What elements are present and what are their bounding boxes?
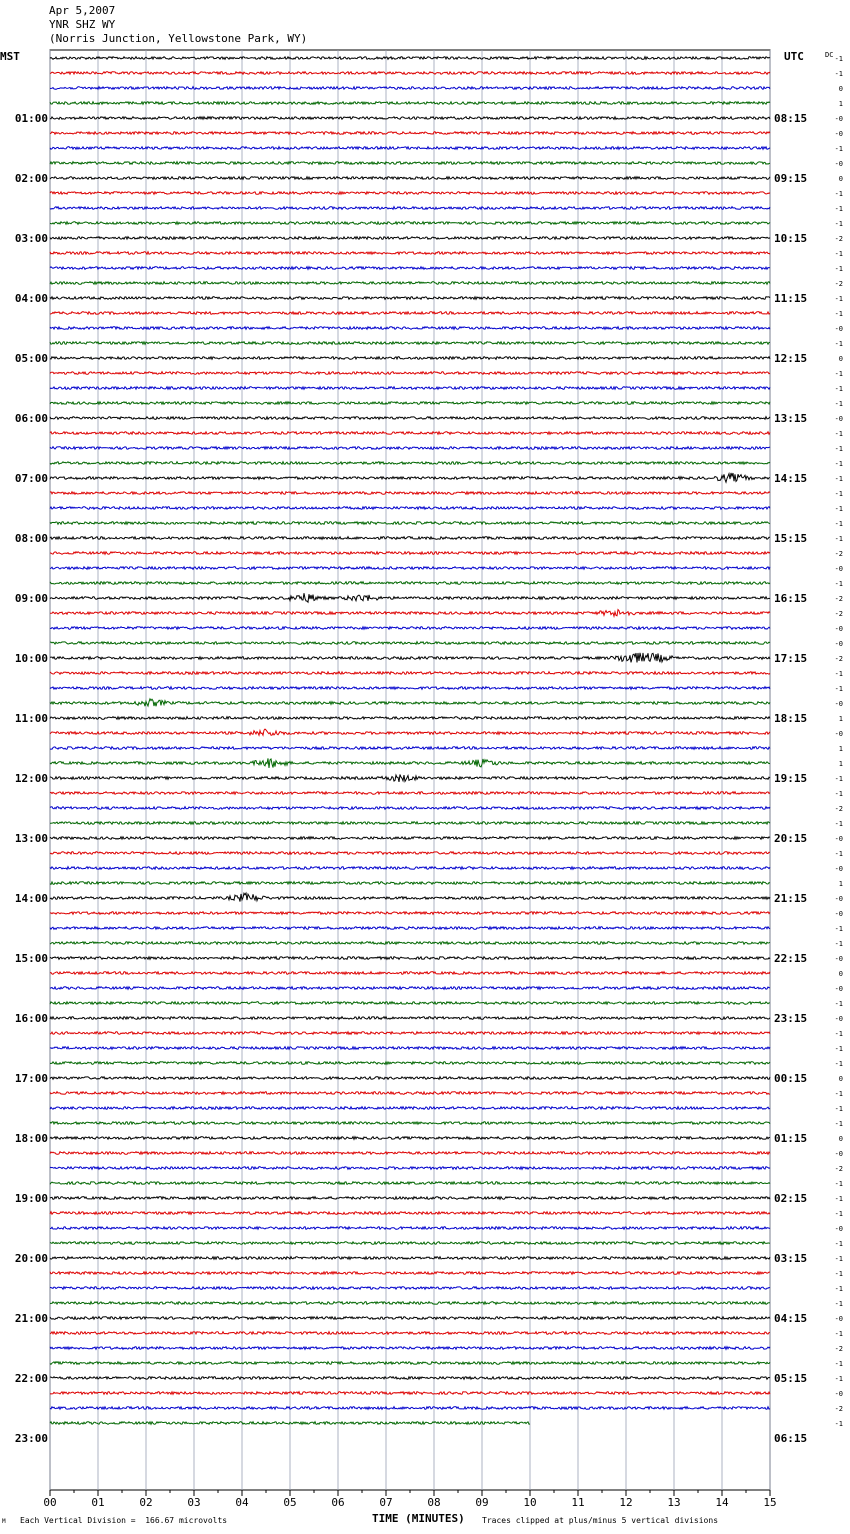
- dc-offset-label: 0: [838, 1075, 843, 1083]
- left-timezone-label: MST: [0, 50, 20, 63]
- x-tick-label: 11: [571, 1496, 585, 1509]
- dc-offset-label: -1: [834, 295, 843, 303]
- seismogram-trace: [50, 1107, 770, 1110]
- dc-offset-label: -1: [834, 475, 843, 483]
- dc-offset-label: -1: [834, 1360, 843, 1368]
- utc-hour-label: 08:15: [774, 112, 808, 125]
- seismogram-trace: [50, 1377, 770, 1380]
- dc-offset-label: 1: [838, 760, 843, 768]
- utc-hour-label: 21:15: [774, 892, 808, 905]
- dc-offset-label: -2: [834, 595, 843, 603]
- seismogram-trace: [50, 1032, 770, 1035]
- mst-hour-label: 22:00: [14, 1372, 48, 1385]
- seismogram-trace: [50, 1287, 770, 1290]
- seismogram-trace: [50, 1257, 770, 1260]
- seismogram-trace: [50, 972, 770, 975]
- mst-hour-label: 01:00: [14, 112, 48, 125]
- dc-offset-label: -1: [834, 1420, 843, 1428]
- location-label: (Norris Junction, Yellowstone Park, WY): [49, 32, 308, 45]
- seismogram-trace: [50, 642, 770, 645]
- seismogram-trace: [50, 567, 770, 570]
- seismogram-trace: [50, 627, 770, 630]
- right-timezone-label: UTC: [784, 50, 804, 63]
- mst-hour-label: 14:00: [14, 892, 48, 905]
- seismogram-trace: [50, 1167, 770, 1170]
- dc-offset-label: -1: [834, 460, 843, 468]
- dc-offset-label: -0: [834, 1150, 843, 1158]
- dc-offset-label: 0: [838, 175, 843, 183]
- dc-offset-label: -0: [834, 865, 843, 873]
- utc-hour-label: 22:15: [774, 952, 808, 965]
- mst-hour-label: 13:00: [14, 832, 48, 845]
- seismogram-trace: [50, 207, 770, 210]
- seismogram-trace: [50, 893, 770, 902]
- dc-offset-label: -0: [834, 625, 843, 633]
- dc-offset-label: -1: [834, 520, 843, 528]
- dc-offset-label: -2: [834, 1165, 843, 1173]
- seismogram-trace: [50, 552, 770, 555]
- utc-hour-label: 20:15: [774, 832, 808, 845]
- mst-hour-label: 20:00: [14, 1252, 48, 1265]
- dc-offset-label: -1: [834, 1060, 843, 1068]
- mst-hour-label: 16:00: [14, 1012, 48, 1025]
- dc-offset-label: -1: [834, 490, 843, 498]
- seismogram-trace: [50, 267, 770, 270]
- seismogram-trace: [50, 882, 770, 885]
- dc-offset-label: -0: [834, 955, 843, 963]
- x-tick-label: 10: [523, 1496, 537, 1509]
- dc-offset-label: -0: [834, 985, 843, 993]
- dc-offset-label: -1: [834, 1330, 843, 1338]
- dc-label: DC: [825, 51, 834, 59]
- footer-left-mark: M: [2, 1518, 6, 1525]
- dc-offset-label: -1: [834, 1180, 843, 1188]
- seismogram-trace: [50, 473, 770, 482]
- utc-hour-label: 03:15: [774, 1252, 808, 1265]
- date-label: Apr 5,2007: [49, 4, 116, 17]
- utc-hour-label: 05:15: [774, 1372, 808, 1385]
- seismogram-trace: [50, 957, 770, 960]
- dc-offset-label: -1: [834, 670, 843, 678]
- seismogram-trace: [50, 462, 770, 465]
- seismogram-trace: [50, 653, 770, 663]
- seismogram-trace: [50, 537, 770, 540]
- x-tick-label: 00: [43, 1496, 57, 1509]
- dc-offset-label: -1: [834, 775, 843, 783]
- seismogram-trace: [50, 282, 770, 285]
- seismogram-trace: [50, 1182, 770, 1185]
- seismogram-trace: [50, 593, 770, 602]
- seismogram-trace: [50, 1062, 770, 1065]
- dc-offset-label: 0: [838, 970, 843, 978]
- dc-offset-label: -0: [834, 1315, 843, 1323]
- dc-offset-label: -2: [834, 1405, 843, 1413]
- dc-offset-label: -1: [834, 1240, 843, 1248]
- seismogram-trace: [50, 297, 770, 300]
- seismogram-trace: [50, 837, 770, 840]
- seismogram-trace: [50, 327, 770, 330]
- seismogram-trace: [50, 729, 770, 735]
- dc-offset-label: -1: [834, 205, 843, 213]
- label-layer: [15, 55, 843, 1509]
- utc-hour-label: 23:15: [774, 1012, 808, 1025]
- utc-hour-label: 02:15: [774, 1192, 808, 1205]
- seismogram-trace: [50, 447, 770, 450]
- seismogram-trace: [50, 312, 770, 315]
- mst-hour-label: 09:00: [14, 592, 48, 605]
- seismogram-trace: [50, 1002, 770, 1005]
- seismogram-trace: [50, 1047, 770, 1050]
- seismogram-trace: [50, 507, 770, 510]
- dc-offset-label: -1: [834, 385, 843, 393]
- dc-offset-label: -0: [834, 160, 843, 168]
- dc-offset-label: -0: [834, 130, 843, 138]
- dc-offset-label: -0: [834, 1225, 843, 1233]
- seismogram-trace: [50, 1212, 770, 1215]
- dc-offset-label: -1: [834, 55, 843, 63]
- mst-hour-label: 05:00: [14, 352, 48, 365]
- seismogram-trace: [50, 610, 770, 617]
- mst-hour-label: 15:00: [14, 952, 48, 965]
- seismogram-trace: [50, 687, 770, 690]
- dc-offset-label: -1: [834, 790, 843, 798]
- utc-hour-label: 12:15: [774, 352, 808, 365]
- seismogram-trace: [50, 1077, 770, 1080]
- seismogram-trace: [50, 372, 770, 375]
- dc-offset-label: -1: [834, 220, 843, 228]
- x-tick-label: 12: [619, 1496, 633, 1509]
- seismogram-trace: [50, 1242, 770, 1245]
- dc-offset-label: -1: [834, 310, 843, 318]
- seismogram-trace: [50, 102, 770, 105]
- dc-offset-label: -0: [834, 730, 843, 738]
- x-tick-label: 03: [187, 1496, 201, 1509]
- seismogram-trace: [50, 942, 770, 945]
- seismogram-trace: [50, 699, 770, 707]
- x-tick-label: 14: [715, 1496, 729, 1509]
- dc-offset-label: -1: [834, 580, 843, 588]
- x-tick-label: 07: [379, 1496, 393, 1509]
- dc-offset-label: -2: [834, 805, 843, 813]
- seismogram-trace: [50, 417, 770, 420]
- seismogram-trace: [50, 1317, 770, 1320]
- seismogram-trace: [50, 807, 770, 810]
- dc-offset-label: -1: [834, 1045, 843, 1053]
- dc-offset-label: 0: [838, 1135, 843, 1143]
- dc-offset-label: -1: [834, 340, 843, 348]
- dc-offset-label: -1: [834, 1375, 843, 1383]
- trace-layer: [50, 57, 770, 1425]
- dc-offset-label: -1: [834, 925, 843, 933]
- seismogram-trace: [50, 717, 770, 720]
- dc-offset-label: -1: [834, 370, 843, 378]
- seismogram-trace: [50, 147, 770, 150]
- utc-hour-label: 17:15: [774, 652, 808, 665]
- dc-offset-label: -0: [834, 895, 843, 903]
- utc-hour-label: 14:15: [774, 472, 808, 485]
- utc-hour-label: 16:15: [774, 592, 808, 605]
- seismogram-trace: [50, 1332, 770, 1335]
- dc-offset-label: -1: [834, 535, 843, 543]
- dc-offset-label: 1: [838, 880, 843, 888]
- x-tick-label: 05: [283, 1496, 297, 1509]
- dc-offset-label: -1: [834, 250, 843, 258]
- mst-hour-label: 18:00: [14, 1132, 48, 1145]
- seismogram-trace: [50, 1122, 770, 1125]
- utc-hour-label: 09:15: [774, 172, 808, 185]
- dc-offset-label: -1: [834, 70, 843, 78]
- dc-offset-label: -0: [834, 325, 843, 333]
- dc-offset-label: -0: [834, 1015, 843, 1023]
- dc-offset-label: 1: [838, 100, 843, 108]
- mst-hour-label: 08:00: [14, 532, 48, 545]
- utc-hour-label: 18:15: [774, 712, 808, 725]
- dc-offset-label: -1: [834, 400, 843, 408]
- mst-hour-label: 02:00: [14, 172, 48, 185]
- dc-offset-label: -0: [834, 115, 843, 123]
- dc-offset-label: -1: [834, 1210, 843, 1218]
- seismogram-trace: [50, 987, 770, 990]
- seismogram-trace: [50, 132, 770, 135]
- seismogram-trace: [50, 1407, 770, 1410]
- grid-layer: [50, 50, 770, 1496]
- dc-offset-label: -1: [834, 1300, 843, 1308]
- seismogram-trace: [50, 162, 770, 165]
- scale-text: Each Vertical Division = 166.67 microvolts: [20, 1516, 228, 1525]
- dc-offset-label: -1: [834, 820, 843, 828]
- dc-offset-label: -2: [834, 280, 843, 288]
- clip-text: Traces clipped at plus/minus 5 vertical divisions: [482, 1516, 719, 1525]
- dc-offset-label: -2: [834, 235, 843, 243]
- utc-hour-label: 15:15: [774, 532, 808, 545]
- dc-offset-label: 1: [838, 745, 843, 753]
- dc-offset-label: -1: [834, 1105, 843, 1113]
- seismogram-trace: [50, 87, 770, 90]
- dc-offset-label: 0: [838, 355, 843, 363]
- seismogram-trace: [50, 432, 770, 435]
- utc-hour-label: 11:15: [774, 292, 808, 305]
- dc-offset-label: -1: [834, 505, 843, 513]
- dc-offset-label: -2: [834, 655, 843, 663]
- x-tick-label: 13: [667, 1496, 681, 1509]
- seismogram-trace: [50, 672, 770, 675]
- utc-hour-label: 19:15: [774, 772, 808, 785]
- seismogram-trace: [50, 822, 770, 825]
- utc-hour-label: 10:15: [774, 232, 808, 245]
- seismogram-trace: [50, 117, 770, 120]
- x-tick-label: 08: [427, 1496, 441, 1509]
- dc-offset-label: -1: [834, 145, 843, 153]
- seismogram-trace: [50, 57, 770, 60]
- dc-offset-label: -1: [834, 850, 843, 858]
- dc-offset-label: -0: [834, 1390, 843, 1398]
- seismogram-trace: [50, 1092, 770, 1095]
- dc-offset-label: -1: [834, 685, 843, 693]
- seismogram-trace: [50, 792, 770, 795]
- seismogram-trace: [50, 357, 770, 360]
- utc-hour-label: 04:15: [774, 1312, 808, 1325]
- mst-hour-label: 21:00: [14, 1312, 48, 1325]
- seismogram-trace: [50, 1017, 770, 1020]
- mst-hour-label: 19:00: [14, 1192, 48, 1205]
- utc-hour-label: 00:15: [774, 1072, 808, 1085]
- x-tick-label: 04: [235, 1496, 249, 1509]
- seismogram-trace: [50, 1272, 770, 1275]
- dc-offset-label: -1: [834, 1195, 843, 1203]
- seismogram-trace: [50, 852, 770, 855]
- x-axis-title: TIME (MINUTES): [372, 1512, 465, 1525]
- dc-offset-label: -1: [834, 940, 843, 948]
- x-tick-label: 09: [475, 1496, 489, 1509]
- seismogram-trace: [50, 1137, 770, 1140]
- dc-offset-label: -2: [834, 1345, 843, 1353]
- seismogram-trace: [50, 387, 770, 390]
- dc-offset-label: -2: [834, 550, 843, 558]
- x-tick-label: 01: [91, 1496, 105, 1509]
- seismogram-trace: [50, 522, 770, 525]
- seismogram-trace: [50, 1152, 770, 1155]
- seismogram-trace: [50, 72, 770, 75]
- seismogram-trace: [50, 775, 770, 782]
- utc-hour-label: 01:15: [774, 1132, 808, 1145]
- dc-offset-label: 0: [838, 85, 843, 93]
- dc-offset-label: -1: [834, 1000, 843, 1008]
- dc-offset-label: -0: [834, 415, 843, 423]
- seismogram-trace: [50, 252, 770, 255]
- seismogram-trace: [50, 582, 770, 585]
- mst-hour-label: 17:00: [14, 1072, 48, 1085]
- seismogram-trace: [50, 927, 770, 930]
- dc-offset-label: 1: [838, 715, 843, 723]
- seismogram-trace: [50, 1197, 770, 1200]
- x-tick-label: 02: [139, 1496, 153, 1509]
- mst-hour-label: 03:00: [14, 232, 48, 245]
- seismogram-trace: [50, 747, 770, 750]
- seismogram-trace: [50, 402, 770, 405]
- seismogram-trace: [50, 1362, 770, 1365]
- dc-offset-label: -1: [834, 265, 843, 273]
- mst-hour-label: 12:00: [14, 772, 48, 785]
- utc-hour-label: 06:15: [774, 1432, 808, 1445]
- seismogram-trace: [50, 1392, 770, 1395]
- seismogram-trace: [50, 237, 770, 240]
- seismogram-trace: [50, 1227, 770, 1230]
- dc-offset-label: -1: [834, 1285, 843, 1293]
- seismogram-trace: [50, 192, 770, 195]
- dc-offset-label: -1: [834, 1120, 843, 1128]
- dc-offset-label: -2: [834, 610, 843, 618]
- dc-offset-label: -1: [834, 1090, 843, 1098]
- dc-offset-label: -0: [834, 640, 843, 648]
- mst-hour-label: 04:00: [14, 292, 48, 305]
- dc-offset-label: -1: [834, 430, 843, 438]
- x-tick-label: 06: [331, 1496, 345, 1509]
- dc-offset-label: -1: [834, 1270, 843, 1278]
- dc-offset-label: -1: [834, 190, 843, 198]
- dc-offset-label: -0: [834, 835, 843, 843]
- mst-hour-label: 10:00: [14, 652, 48, 665]
- seismogram-trace: [50, 758, 770, 768]
- seismogram-trace: [50, 1302, 770, 1305]
- mst-hour-label: 06:00: [14, 412, 48, 425]
- seismogram-trace: [50, 867, 770, 870]
- x-tick-label: 15: [763, 1496, 777, 1509]
- dc-offset-label: -1: [834, 1030, 843, 1038]
- seismogram-trace: [50, 1347, 770, 1350]
- seismogram-trace: [50, 912, 770, 915]
- mst-hour-label: 11:00: [14, 712, 48, 725]
- dc-offset-label: -0: [834, 910, 843, 918]
- dc-offset-label: -1: [834, 445, 843, 453]
- seismogram-trace: [50, 492, 770, 495]
- station-label: YNR SHZ WY: [49, 18, 116, 31]
- mst-hour-label: 07:00: [14, 472, 48, 485]
- dc-offset-label: -1: [834, 1255, 843, 1263]
- mst-hour-label: 23:00: [14, 1432, 48, 1445]
- seismogram-trace: [50, 342, 770, 345]
- dc-offset-label: -0: [834, 700, 843, 708]
- seismogram-trace: [50, 177, 770, 180]
- utc-hour-label: 13:15: [774, 412, 808, 425]
- seismogram-trace: [50, 222, 770, 225]
- dc-offset-label: -0: [834, 565, 843, 573]
